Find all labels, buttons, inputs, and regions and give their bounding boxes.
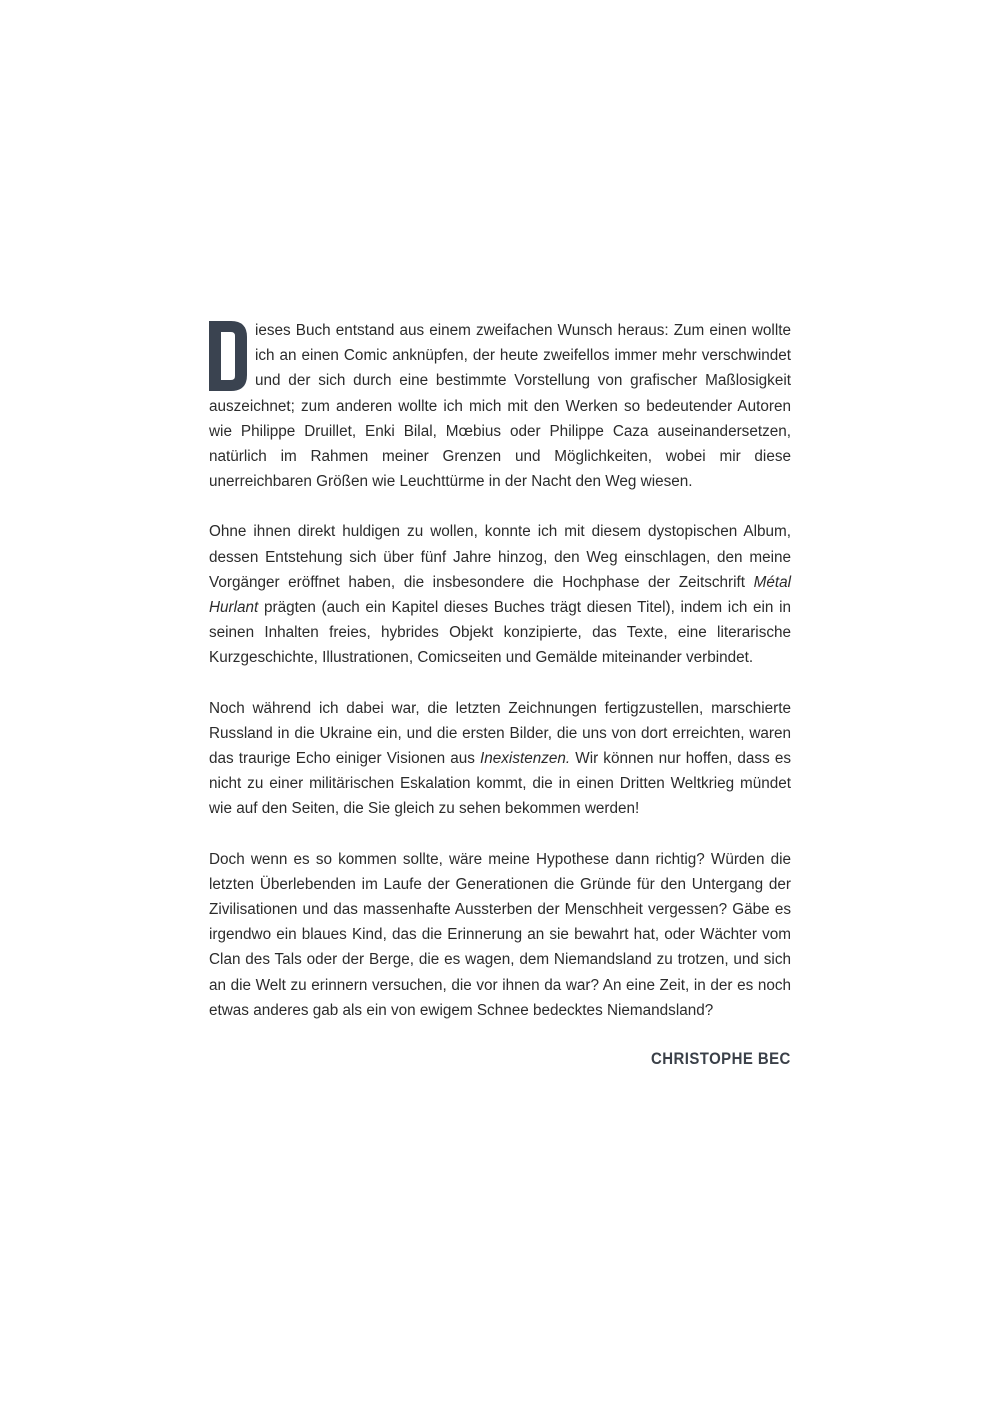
paragraph-2-title-metal-hurlant: Métal Hurlant — [209, 573, 791, 617]
paragraph-3-text-b: Wir können nur hoffen, dass es nicht zu einer militärischen Eskalation kommt, die in einen Dritten Weltkrieg mündet wie auf den Seiten, die Sie gleich zu sehen bekommen werden! — [209, 750, 791, 818]
paragraph-3 — [209, 696, 791, 822]
paragraph-2-text-b: prägten (auch ein Kapitel dieses Buches trägt diesen Titel), indem ich ein in seinen Inhalten freies, hybrides Objekt konzipierte, das Texte, eine literarische Kurzgeschichte, Illustrationen, Comicseiten und Gemälde miteinander verbindet. — [209, 599, 791, 667]
paragraph-4-text: Doch wenn es so kommen sollte, wäre meine Hypothese dann richtig? Würden die letzten Überlebenden im Laufe der Generationen die Gründe für den Untergang der Zivilisationen und das massenhafte Aussterben der Menschheit vergessen? Gäbe es irgendwo ein blaues Kind, das die Erinnerung an sie bewahrt hat, oder Wächter vom Clan des Tals oder der Berge, die es wagen, dem Niemandsland zu trotzen, und sich an die Welt zu erinnern versuchen, die vor ihnen da war? An eine Zeit, in der es noch etwas anderes gab als ein von ewigem Schnee bedecktes Niemandsland? — [209, 850, 791, 1019]
paragraph-2-text-a: Ohne ihnen direkt huldigen zu wollen, konnte ich mit diesem dystopischen Album, dessen Entstehung sich über fünf Jahre hinzog, den Weg einschlagen, den meine Vorgänger eröffnet haben, die insbesondere die Hochphase der Zeitschrift — [209, 523, 791, 591]
paragraph-3-title-inexistenzen: Inexistenzen. — [480, 750, 571, 768]
paragraph-4 — [209, 847, 791, 1023]
dropcap-d — [209, 321, 247, 391]
paragraph-1-text: ieses Buch entstand aus einem zweifachen Wunsch heraus: Zum einen wollte ich an einen Comic anknüpfen, der heute zweifellos immer mehr verschwindet und der sich durch eine bestimmte Vorstellung von grafischer Maßlosigkeit auszeichnet; zum anderen wollte ich mich mit den Werken so bedeutender Autoren wie Philippe Druillet, Enki Bilal, Mœbius oder Philippe Caza auseinandersetzen, natürlich im Rahmen meiner Grenzen und Möglichkeiten, wobei mir diese unerreichbaren Größen wie Leuchttürme in der Nacht den Weg wiesen. — [209, 322, 791, 491]
foreword-text — [209, 318, 791, 1048]
author-signature: CHRISTOPHE BEC — [651, 1049, 791, 1068]
paragraph-1 — [209, 318, 791, 494]
paragraph-3-text-a: Noch während ich dabei war, die letzten Zeichnungen fertigzustellen, marschierte Russland in die Ukraine ein, und die ersten Bilder, die uns von dort erreichten, waren das traurige Echo einiger Visionen aus — [209, 699, 791, 768]
paragraph-2 — [209, 519, 791, 670]
